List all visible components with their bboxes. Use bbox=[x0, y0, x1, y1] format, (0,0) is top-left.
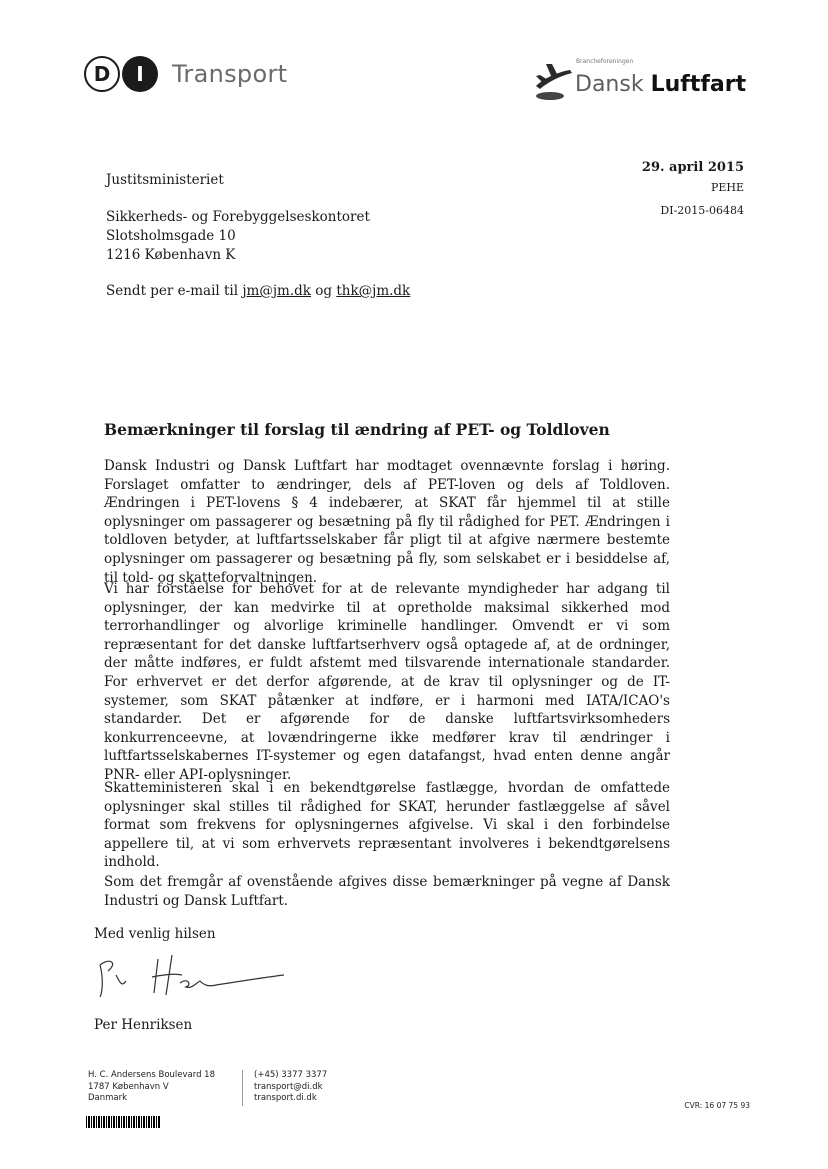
paragraph-4: Som det fremgår af ovenstående afgives disse bemærkninger på vegne af Dansk Industri og Dansk Luftfart. bbox=[104, 874, 670, 909]
dansk-luftfart-logo-text bbox=[575, 72, 746, 97]
letter-date: 29. april 2015 bbox=[641, 160, 744, 175]
recipient-line-3: Slotsholmsgade 10 bbox=[106, 228, 236, 244]
footer-address-1: H. C. Andersens Boulevard 18 bbox=[88, 1070, 215, 1080]
sent-prefix: Sendt per e-mail til bbox=[106, 283, 239, 299]
email-link-jm[interactable]: jm@jm.dk bbox=[242, 283, 311, 299]
closing: Med venlig hilsen bbox=[94, 926, 216, 942]
initials: PEHE bbox=[710, 181, 744, 194]
footer-address bbox=[88, 1070, 215, 1105]
reference-number: DI-2015-06484 bbox=[660, 204, 744, 217]
footer-divider bbox=[242, 1070, 243, 1106]
di-logo-d: D bbox=[84, 56, 120, 92]
recipient-line-4: 1216 København K bbox=[106, 247, 236, 263]
recipient-line-1: Justitsministeriet bbox=[106, 172, 224, 188]
footer-address-3: Danmark bbox=[88, 1093, 128, 1104]
paragraph-2: Vi har forståelse for behovet for at de relevante myndigheder har adgang til oplysninger, der kan medvirke til at opretholde maksimal sikkerhed mod terrorhandlinger og alvorlige kriminelle handlinger. Omvendt er vi som repræsentant for det danske luftfartserhverv også optagede af, at de ordninger, der måtte indføres, er fuldt afstemt med tilsvarende internationale standarder. For erhvervet er det derfor afgørende, at de krav til oplysninger og de IT-systemer, som SKAT påtænker at indføre, er i harmoni med IATA/ICAO's standarder. Det er afgørende for de danske luftfartsvirksomheders konkurrenceevne, at lovændringerne ikke medfører krav til ændringer i luftfartsselskabernes IT-systemer og egen datafangst, hvad enten denne angår PNR- eller API-oplysninger. bbox=[104, 581, 670, 783]
handwritten-signature bbox=[92, 945, 292, 1005]
di-logo-i: I bbox=[122, 56, 158, 92]
paragraph-3: Skatteministeren skal i en bekendtgørelse fastlægge, hvordan de omfattede oplysninger skal stilles til rådighed for SKAT, herunder fastlæggelse af såvel format som frekvens for oplysningernes afgivelse. Vi skal i den forbindelse appellere til, at vi som erhvervets repræsentant involveres i bekendtgørelsens indhold. bbox=[104, 780, 670, 871]
barcode bbox=[86, 1116, 160, 1128]
footer-phone: (+45) 3377 3377 bbox=[254, 1070, 328, 1080]
footer-address-2: 1787 København V bbox=[88, 1081, 169, 1092]
footer-email[interactable]: transport@di.dk bbox=[254, 1081, 323, 1092]
dansk-luftfart-tagline: Brancheforeningen bbox=[576, 58, 634, 65]
sent-by-email bbox=[106, 282, 410, 301]
recipient-line-2: Sikkerheds- og Forebyggelseskontoret bbox=[106, 209, 370, 225]
footer-cvr: CVR: 16 07 75 93 bbox=[684, 1101, 750, 1110]
paragraph-1: Dansk Industri og Dansk Luftfart har modtaget ovennævnte forslag i høring. Forslaget omfatter to ændringer, dels af PET-loven og dels af Toldloven. Ændringen i PET-lovens § 4 indebærer, at SKAT får hjemmel til at stille oplysninger om passagerer og besætning på fly til rådighed for PET. Ændringen i toldloven betyder, at luftfartsselskaber får pligt til at afgive nærmere bestemte oplysninger om passagerer og besætning på fly, som selskabet er i besiddelse af, til told- og skatteforvaltningen. bbox=[104, 458, 670, 586]
letter-title: Bemærkninger til forslag til ændring af PET- og Toldloven bbox=[104, 420, 610, 439]
dansk-luftfart-light: Dansk bbox=[575, 72, 644, 97]
airplane-icon bbox=[530, 56, 574, 102]
di-transport-logo bbox=[84, 56, 287, 92]
email-link-thk[interactable]: thk@jm.dk bbox=[336, 283, 411, 299]
recipient-block bbox=[106, 208, 370, 265]
dansk-luftfart-bold: Luftfart bbox=[650, 72, 747, 97]
footer-contact bbox=[254, 1070, 327, 1105]
footer-web[interactable]: transport.di.dk bbox=[254, 1093, 317, 1104]
signatory-name: Per Henriksen bbox=[94, 1017, 193, 1033]
sent-and: og bbox=[315, 283, 333, 299]
di-logo-text: Transport bbox=[172, 60, 288, 88]
